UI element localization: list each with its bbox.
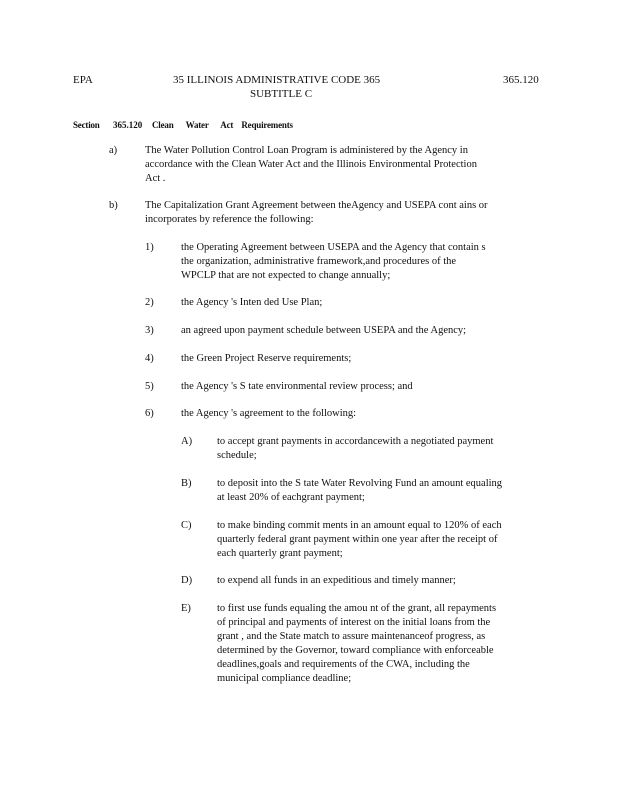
item-a-label: a) (109, 145, 118, 156)
header-title-line2: SUBTITLE C (250, 88, 313, 100)
item-b-text: The Capitalization Grant Agreement between theAgency and USEPA cont ains or incorporates by reference the following: (145, 200, 488, 225)
header-title-line1: 35 ILLINOIS ADMINISTRATIVE CODE 365 (173, 74, 381, 86)
item-b3-text: an agreed upon payment schedule between USEPA and the Agency; (181, 325, 467, 336)
section-label: Section (73, 120, 100, 130)
item-b6E-text: to first use funds equaling the amou nt of the grant, all repayments of principal and payments of interest on the initial loans from the grant , and the State match to assure maintenanceof progress, as determined by the Governor, toward compliance with enforceable deadlines,goals and requirements of the CWA, including the municipal compliance deadline; (217, 603, 497, 684)
item-b6B-text: to deposit into the S tate Water Revolving Fund an amount equaling at least 20% of eachgrant payment; (217, 478, 503, 503)
item-b6A-label: A) (181, 436, 193, 447)
header-agency: EPA (73, 74, 93, 86)
section-title: Clean Water Act Requirements (152, 120, 293, 130)
item-b2-text: the Agency 's Inten ded Use Plan; (181, 297, 323, 308)
item-b6D-text: to expend all funds in an expeditious and timely manner; (217, 575, 456, 586)
item-b4-label: 4) (145, 353, 154, 364)
item-b5-text: the Agency 's S tate environmental review process; and (181, 381, 413, 392)
item-b6C-text: to make binding commit ments in an amount equal to 120% of each quarterly federal grant payment within one year after the receipt of each quarterly grant payment; (217, 520, 502, 559)
item-b6E-label: E) (181, 603, 191, 614)
item-b6-label: 6) (145, 408, 154, 419)
item-b-label: b) (109, 200, 118, 211)
item-b4-text: the Green Project Reserve requirements; (181, 353, 352, 364)
item-b1-label: 1) (145, 242, 154, 253)
item-b2-label: 2) (145, 297, 154, 308)
section-number: 365.120 (113, 120, 143, 130)
item-b5-label: 5) (145, 381, 154, 392)
item-b6A-text: to accept grant payments in accordancewith a negotiated payment schedule; (217, 436, 494, 461)
item-b1-text: the Operating Agreement between USEPA and the Agency that contain s the organization, administrative framework,and procedures of the WPCLP that are not expected to change annually; (181, 242, 486, 281)
item-b6C-label: C) (181, 520, 192, 531)
header-section-number: 365.120 (503, 74, 539, 86)
item-b6B-label: B) (181, 478, 192, 489)
item-a-text: The Water Pollution Control Loan Program is administered by the Agency in accordance with the Clean Water Act and the Illinois Environmental Protection Act . (145, 145, 477, 184)
item-b6D-label: D) (181, 575, 193, 586)
item-b6-text: the Agency 's agreement to the following: (181, 408, 357, 419)
item-b3-label: 3) (145, 325, 154, 336)
